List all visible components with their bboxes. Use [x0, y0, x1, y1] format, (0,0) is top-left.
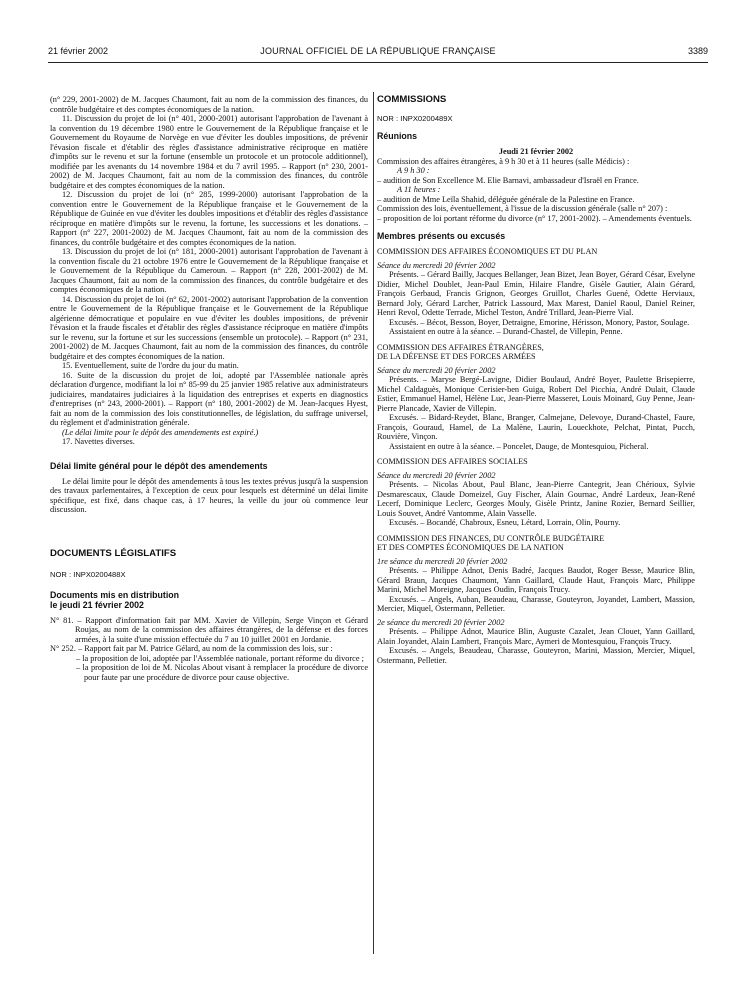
present-list: Présents. – Nicolas About, Paul Blanc, Jean-Pierre Cantegrit, Jean Chérioux, Sylvie Desmarescaux, Claude Domeizel, Guy Fischer, Alain Gournac, André Lardeux, Jean-René Lecerf, Dominique Leclerc, Georges Mouly, Gisèle Printz, Janine Rozier, Bernard Seillier, Louis Souvet, André Vantomme, Alain Vasselle.: [377, 480, 695, 518]
commission-finances-line2: ET DES COMPTES ÉCONOMIQUES DE LA NATION: [377, 543, 564, 552]
section-title-commissions: COMMISSIONS: [377, 94, 447, 105]
document-252-item-a: – la proposition de loi, adoptée par l'Assemblée nationale, portant réforme du divorce ;: [76, 653, 364, 663]
session-date-first: 1re séance du mercredi 20 février 2002: [377, 556, 508, 566]
time-930: A 9 h 30 :: [397, 166, 430, 175]
session-date: Séance du mercredi 20 février 2002: [377, 365, 496, 375]
agenda-item-16: 16. Suite de la discussion du projet de loi, adopté par l'Assemblée nationale après déclaration d'urgence, modifiant la loi n° 85-99 du 25 janvier 1985 relative aux administrateurs judiciaires, mandataires judiciaires à la liquidation des entreprises et experts en diagnostics d'entreprises (n° 243, 2000-2001). – Rapport (n° 180, 2001-2002) de M. Jean-Jacques Hyest, fait au nom de la commission des lois constitutionnelles, de législation, du suffrage universel, du règlement et d'administration générale.: [50, 370, 368, 427]
deadline-note: (Le délai limite pour le dépôt des amendements est expiré.): [62, 427, 259, 437]
present-list: Présents. – Philippe Adnot, Maurice Blin, Auguste Cazalet, Jean Clouet, Yann Gaillard, Alain Joyandet, Alain Lambert, François Marc, Aymeri de Montesquiou, François Trucy.: [377, 627, 695, 646]
present-list: Présents. – Gérard Bailly, Jacques Bellanger, Jean Bizet, Jean Boyer, Gérard César, Evelyne Didier, Michel Doublet, Jean-Paul Emin, Hilaire Flandre, Gisèle Gautier, Alain Gérard, François Gerbaud, Francis Grignon, Georges Gruillot, Charles Guené, Odette Herviaux, Bernard Joly, Gérard Larcher, Patrick Lassourd, Max Marest, Daniel Raoul, Daniel Reiner, Henri Revol, Odette Terrade, Michel Teston, André Trillard, Jean-Pierre Vial.: [377, 270, 695, 317]
excused-list: Excusés. – Bidard-Reydet, Blanc, Branger, Calmejane, Delevoye, Durand-Chastel, Faure, François, Gouraud, Hamel, de La Malène, Laurin, Loueckhote, Pelchat, Pintat, Pucch, Rouvière, Vinçon.: [377, 413, 695, 441]
session-date-second: 2e séance du mercredi 20 février 2002: [377, 617, 505, 627]
header-date: 21 février 2002: [48, 46, 109, 56]
documents-date: le jeudi 21 février 2002: [50, 599, 144, 610]
excused-list: Excusés. – Angels, Auban, Beaudeau, Charasse, Gouteyron, Joyandet, Lambert, Massion, Mercier, Miquel, Ostermann, Pelletier.: [377, 594, 695, 613]
page-header: [48, 46, 708, 62]
excused-list: Excusés. – Bécot, Besson, Boyer, Detraigne, Emorine, Hérisson, Monory, Pastor, Soulage.: [389, 317, 690, 327]
commission-economic-affairs: COMMISSION DES AFFAIRES ÉCONOMIQUES ET DU PLAN: [377, 247, 598, 256]
commission-foreign-affairs-line2: DE LA DÉFENSE ET DES FORCES ARMÉES: [377, 352, 536, 361]
also-attending: Assistaient en outre à la séance. – Durand-Chastel, de Villepin, Penne.: [389, 327, 623, 336]
left-column: [50, 95, 368, 682]
document-252: N° 252. – Rapport fait par M. Patrice Gélard, au nom de la commission des lois, sur :: [50, 644, 333, 653]
agenda-item-11: 11. Discussion du projet de loi (n° 401, 2000-2001) autorisant l'approbation de l'avenant à la convention du 19 décembre 1980 entre le Gouvernement de la République française et le Gouvernement du Royaume de Norvège en vue d'éviter les doubles impositions, de prévenir l'évasion fiscale et d'établir des règles d'assistance administrative réciproque en matière d'impôts sur le revenu et sur la fortune (ensemble un protocole et un protocole additionnel), modifiée par les avenants du 14 novembre 1984 et du 7 avril 1995. – Rapport (n° 230, 2001-2002) de M. Jacques Chaumont, fait au nom de la commission des finances, du contrôle budgétaire et des comptes économiques de la nation.: [50, 114, 368, 190]
present-list: Présents. – Maryse Bergé-Lavigne, Didier Boulaud, André Boyer, Paulette Brisepierre, Michel Caldaguès, Monique Cerisier-ben Guiga, Robert Del Picchia, André Dulait, Claude Estier, Emmanuel Hamel, Hélène Luc, Jean-Pierre Masseret, Louis Moinard, Guy Penne, Jean-Pierre Plancade, Xavier de Villepin.: [377, 375, 695, 413]
right-column: [377, 95, 695, 665]
journal-title: JOURNAL OFFICIEL DE LA RÉPUBLIQUE FRANÇAISE: [260, 46, 496, 56]
column-divider: [373, 92, 374, 954]
excused-list: Excusés. – Bocandé, Chabroux, Esneu, Létard, Lorrain, Olin, Pourny.: [389, 518, 621, 527]
agenda-item-15: 15. Eventuellement, suite de l'ordre du jour du matin.: [62, 361, 239, 370]
time-11h: A 11 heures :: [397, 185, 441, 194]
members-heading: Membres présents ou excusés: [377, 231, 506, 241]
commission-finances: COMMISSION DES FINANCES, DU CONTRÔLE BUDGÉTAIRE: [377, 533, 605, 543]
paragraph-carryover: (n° 229, 2001-2002) de M. Jacques Chaumont, fait au nom de la commission des finances, du contrôle budgétaire et des comptes économiques de la nation.: [50, 95, 368, 114]
page-number: 3389: [687, 46, 708, 56]
agenda-item-12: 12. Discussion du projet de loi (n° 285, 1999-2000) autorisant l'approbation de la convention entre le Gouvernement de la République française et le Gouvernement de la République de Guinée en vue d'éviter les doubles impositions et d'établir des règles d'assistance réciproque en matière d'impôts sur le revenu, la fortune, les successions et les donations. – Rapport (n° 227, 2001-2002) de M. Jacques Chaumont, fait au nom de la commission des finances, du contrôle budgétaire et des comptes économiques de la nation.: [50, 190, 368, 247]
nor-reference: NOR : INPX0200488X: [50, 570, 126, 579]
hearing-shahid: – audition de Mme Leïla Shahid, déléguée générale de la Palestine en France.: [377, 194, 635, 204]
agenda-item-14: 14. Discussion du projet de loi (n° 62, 2001-2002) autorisant l'approbation de la convention entre le Gouvernement de la République française et le Gouvernement de la République algérienne démocratique et populaire en vue d'éviter les doubles impositions, de prévenir l'évasion et la fraude fiscales et d'établir des règles d'assistance réciproque en matière d'impôts sur le revenu, sur la fortune et sur les successions (ensemble un protocole). – Rapport (n° 231, 2001-2002) de M. Jacques Chaumont, fait au nom de la commission des finances, du contrôle budgétaire et des comptes économiques de la nation.: [50, 294, 368, 361]
session-date: Séance du mercredi 20 février 2002: [377, 260, 496, 270]
deadline-text: Le délai limite pour le dépôt des amendements à tous les textes prévus jusqu'à la suspension des travaux parlementaires, à l'exception de ceux pour lesquels est déterminé un délai limite spécifique, est fixé, dans chaque cas, à 17 heures, la veille du jour où commence leur discussion.: [50, 476, 368, 514]
divorce-bill: – proposition de loi portant réforme du divorce (n° 17, 2001-2002). – Amendements éventuels.: [377, 213, 692, 223]
meeting-date: Jeudi 21 février 2002: [498, 147, 574, 156]
also-attending: Assistaient en outre à la séance. – Poncelet, Dauge, de Montesquiou, Picheral.: [389, 441, 649, 451]
present-list: Présents. – Philippe Adnot, Denis Badré, Jacques Baudot, Roger Besse, Maurice Blin, Gérard Braun, Jacques Chaumont, Yann Gaillard, Claude Haut, François Marc, Philippe Marini, Michel Moreigne, Jacques Oudin, François Trucy.: [377, 566, 695, 594]
hearing-barnavi: – audition de Son Excellence M. Elie Barnavi, ambassadeur d'Israël en France.: [377, 175, 639, 185]
document-252-item-b: – la proposition de loi de M. Nicolas About visant à remplacer la procédure de divorce pour faute par une procédure de divorce pour cause objective.: [76, 663, 368, 682]
document-81: N° 81. – Rapport d'information fait par MM. Xavier de Villepin, Serge Vinçon et Gérard Roujas, au nom de la commission des affaires étrangères, de la défense et des forces armées, à la suite d'une mission effectuée du 7 au 10 juillet 2001 en Jordanie.: [50, 615, 368, 644]
excused-list: Excusés. – Angels, Beaudeau, Charasse, Gouteyron, Marini, Massion, Mercier, Miquel, Ostermann, Pelletier.: [377, 646, 695, 665]
agenda-item-13: 13. Discussion du projet de loi (n° 181, 2000-2001) autorisant l'approbation de l'avenant à la convention fiscale du 21 octobre 1976 entre le Gouvernement de la République française et le Gouvernement de la République du Cameroun. – Rapport (n° 228, 2001-2002) de M. Jacques Chaumont, fait au nom de la commission des finances, du contrôle budgétaire et des comptes économiques de la nation.: [50, 247, 368, 294]
section-title-documents: DOCUMENTS LÉGISLATIFS: [50, 547, 177, 559]
nor-reference: NOR : INPX0200489X: [377, 113, 453, 123]
meetings-heading: Réunions: [377, 131, 418, 141]
agenda-item-17: 17. Navettes diverses.: [62, 437, 135, 446]
foreign-affairs-meeting: Commission des affaires étrangères, à 9 h 30 et à 11 heures (salle Médicis) :: [377, 156, 630, 166]
header-rule: [48, 62, 708, 63]
law-commission-meeting: Commission des lois, éventuellement, à l'issue de la discussion générale (salle n° 207) :: [377, 204, 668, 213]
deadline-heading: Délai limite général pour le dépôt des amendements: [50, 460, 268, 471]
session-date: Séance du mercredi 20 février 2002: [377, 470, 496, 480]
commission-foreign-affairs: COMMISSION DES AFFAIRES ÉTRANGÈRES,: [377, 342, 544, 352]
commission-social-affairs: COMMISSION DES AFFAIRES SOCIALES: [377, 457, 528, 466]
documents-subtitle: Documents mis en distribution: [50, 589, 180, 600]
